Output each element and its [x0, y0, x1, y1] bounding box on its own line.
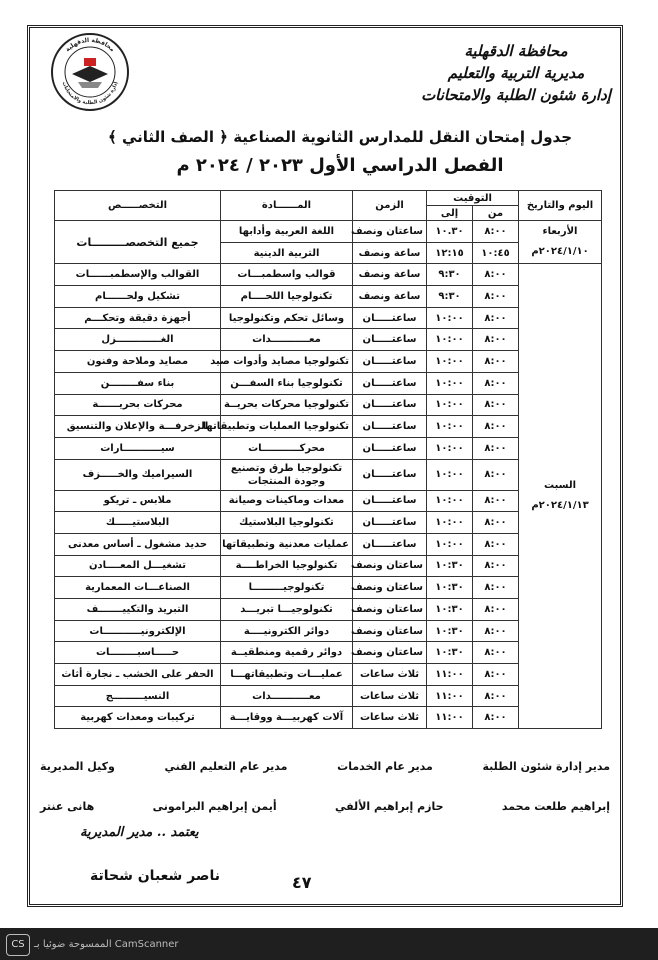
signature-title: مدير إدارة شئون الطلبة — [482, 760, 610, 773]
directorate-logo-icon — [50, 32, 130, 112]
time-to-cell: ١٠:٠٠ — [427, 437, 473, 459]
specialization-cell: الحفر على الخشب ـ نجارة أثاث — [55, 664, 221, 686]
signature-name: هانى عنتر — [40, 800, 95, 813]
signature-name: أيمن إبراهيم البرامونى — [152, 800, 277, 813]
subject-cell: عمليات معدنية وتطبيقاتها — [221, 533, 353, 555]
subject-cell: اللغة العربية وأدابها — [221, 221, 353, 243]
svg-text:إدارة شئون الطلبة والامتحانات: إدارة شئون الطلبة والامتحانات — [60, 81, 120, 107]
duration-cell: ساعتـــــان — [353, 459, 427, 490]
day-name: الأربعاء — [542, 226, 578, 238]
day-cell — [519, 264, 602, 729]
duration-cell: ساعتان ونصف — [353, 620, 427, 642]
header-timing: التوقيت — [427, 191, 519, 206]
signature-names — [40, 800, 610, 813]
duration-cell: ساعتـــــان — [353, 533, 427, 555]
subject-cell: عمليـــات وتطبيقاتهـــا — [221, 664, 353, 686]
duration-cell: ساعتـــــان — [353, 351, 427, 373]
time-to-cell: ٩:٣٠ — [427, 264, 473, 286]
specialization-cell: سيـــــــــــارات — [55, 437, 221, 459]
signature-title: مدير عام التعليم الفني — [164, 760, 288, 773]
duration-cell: ساعتـــــان — [353, 372, 427, 394]
day-date: ٢٠٢٤/١/١٠م — [531, 246, 589, 258]
semester-title: الفصل الدراسي الأول ٢٠٢٣ / ٢٠٢٤ م — [176, 155, 504, 176]
specialization-cell: النسيـــــــــج — [55, 685, 221, 707]
time-from-cell: ٨:٠٠ — [473, 490, 519, 512]
duration-cell: ساعة ونصف — [353, 286, 427, 308]
time-to-cell: ١٠:٠٠ — [427, 372, 473, 394]
duration-cell: ساعتـــــان — [353, 329, 427, 351]
subject-cell: وسائل تحكم وتكنولوجيا — [221, 307, 353, 329]
time-from-cell: ٨:٠٠ — [473, 685, 519, 707]
specialization-cell: مصايد وملاحة وفنون — [55, 351, 221, 373]
subject-cell: تكنولوجيا العمليات وتطبيقاتها — [221, 416, 353, 438]
approval-text: يعتمد .. مدير المديرية — [80, 825, 199, 840]
time-from-cell: ٨:٠٠ — [473, 599, 519, 621]
duration-cell: ساعة ونصف — [353, 264, 427, 286]
time-from-cell: ٨:٠٠ — [473, 577, 519, 599]
duration-cell: ساعتـــــان — [353, 394, 427, 416]
time-from-cell: ٨:٠٠ — [473, 351, 519, 373]
specialization-cell: حديد مشغول ـ أساس معدنى — [55, 533, 221, 555]
time-from-cell: ٨:٠٠ — [473, 533, 519, 555]
time-to-cell: ١٠:٠٠ — [427, 512, 473, 534]
exam-schedule-table — [54, 190, 602, 729]
day-cell — [519, 221, 602, 264]
page-number: ٤٧ — [292, 873, 312, 892]
signature-titles — [40, 760, 610, 773]
subject-cell: التربية الدينية — [221, 242, 353, 264]
specialization-cell: أجهزة دقيقة وتحكـــم — [55, 307, 221, 329]
ministry-line: مديرية التربية والتعليم — [447, 64, 585, 82]
time-from-cell: ٨:٠٠ — [473, 307, 519, 329]
signature-title: وكيل المديرية — [40, 760, 115, 773]
time-to-cell: ١٠:٠٠ — [427, 329, 473, 351]
subject-cell: محركـــــــــــات — [221, 437, 353, 459]
subject-cell: تكنولوجيـــا تبريـــد — [221, 599, 353, 621]
specialization-cell: الزخرفـــة والإعلان والتنسيق — [55, 416, 221, 438]
director-name: ناصر شعبان شحاتة — [90, 868, 220, 884]
specialization-cell: التبريد والتكييـــــــف — [55, 599, 221, 621]
time-to-cell: ١٠:٠٠ — [427, 307, 473, 329]
time-to-cell: ١١:٠٠ — [427, 707, 473, 729]
time-to-cell: ١٠:٠٠ — [427, 459, 473, 490]
subject-cell: آلات كهربيـــة ووقايـــة — [221, 707, 353, 729]
duration-cell: ساعتان ونصف — [353, 555, 427, 577]
duration-cell: ثلاث ساعات — [353, 685, 427, 707]
time-to-cell: ١١:٠٠ — [427, 664, 473, 686]
time-to-cell: ١٠:٠٠ — [427, 533, 473, 555]
duration-cell: ساعتـــــان — [353, 416, 427, 438]
header-specialization: التخصـــــص — [55, 191, 221, 221]
signature-name: إبراهيم طلعت محمد — [501, 800, 610, 813]
subject-cell: معـــــــــــدات — [221, 685, 353, 707]
day-date: ٢٠٢٤/١/١٣م — [531, 500, 589, 512]
time-to-cell: ١٢:١٥ — [427, 242, 473, 264]
time-to-cell: ١٠.٣٠ — [427, 221, 473, 243]
table-row — [55, 264, 602, 286]
specialization-cell: بناء سفــــــــن — [55, 372, 221, 394]
time-from-cell: ٨:٠٠ — [473, 329, 519, 351]
subject-cell: تكنولوجيا محركات بحريــة — [221, 394, 353, 416]
subject-cell: تكنولوجيا اللحــــام — [221, 286, 353, 308]
signature-name: حازم إبراهيم الألفي — [335, 800, 444, 813]
duration-cell: ساعتـــــان — [353, 490, 427, 512]
specialization-cell: تشغيـــل المعــــادن — [55, 555, 221, 577]
time-to-cell: ١٠:٣٠ — [427, 555, 473, 577]
header-day: اليوم والتاريخ — [519, 191, 602, 221]
duration-cell: ساعتان ونصف — [353, 577, 427, 599]
time-from-cell: ٨:٠٠ — [473, 512, 519, 534]
specialization-cell: حـــــاسبــــــــات — [55, 642, 221, 664]
signature-title: مدير عام الخدمات — [337, 760, 433, 773]
duration-cell: ساعتان ونصف — [353, 221, 427, 243]
time-to-cell: ١٠:٠٠ — [427, 490, 473, 512]
specialization-cell: الإلكترونيـــــــــــات — [55, 620, 221, 642]
time-to-cell: ١١:٠٠ — [427, 685, 473, 707]
time-to-cell: ١٠:٣٠ — [427, 577, 473, 599]
scanner-footer — [0, 928, 658, 960]
specialization-cell: تركيبات ومعدات كهربية — [55, 707, 221, 729]
ministry-line: إدارة شئون الطلبة والامتحانات — [421, 86, 611, 104]
ministry-line: محافظة الدقهلية — [464, 42, 568, 60]
duration-cell: ساعتان ونصف — [353, 599, 427, 621]
time-from-cell: ٨:٠٠ — [473, 707, 519, 729]
subject-cell: معدات وماكينات وصيانة — [221, 490, 353, 512]
camscanner-icon: CS — [6, 934, 30, 956]
subject-cell: معـــــــــــدات — [221, 329, 353, 351]
header-to: إلى — [427, 206, 473, 221]
time-to-cell: ١٠:٣٠ — [427, 620, 473, 642]
subject-cell: قوالب واسطمبـــات — [221, 264, 353, 286]
duration-cell: ساعتان ونصف — [353, 642, 427, 664]
time-from-cell: ٨:٠٠ — [473, 620, 519, 642]
time-from-cell: ٨:٠٠ — [473, 372, 519, 394]
time-to-cell: ١٠:٠٠ — [427, 416, 473, 438]
time-from-cell: ١٠:٤٥ — [473, 242, 519, 264]
time-from-cell: ٨:٠٠ — [473, 664, 519, 686]
time-to-cell: ١٠:٠٠ — [427, 351, 473, 373]
subject-cell: تكنولوجيا الخراطــــة — [221, 555, 353, 577]
duration-cell: ثلاث ساعات — [353, 707, 427, 729]
subject-cell: تكنولوجيا طرق وتصنيع وجودة المنتجات — [221, 459, 353, 490]
header-from: من — [473, 206, 519, 221]
time-from-cell: ٨:٠٠ — [473, 437, 519, 459]
specialization-cell: جميع التخصصـــــــــات — [55, 221, 221, 264]
time-from-cell: ٨:٠٠ — [473, 416, 519, 438]
specialization-cell: البلاستيـــــك — [55, 512, 221, 534]
duration-cell: ثلاث ساعات — [353, 664, 427, 686]
duration-cell: ساعتـــــان — [353, 307, 427, 329]
schedule-title: جدول إمتحان النقل للمدارس الثانوية الصناعية ﴿ الصف الثاني ﴾ — [107, 128, 573, 146]
time-from-cell: ٨:٠٠ — [473, 394, 519, 416]
time-to-cell: ١٠:٣٠ — [427, 642, 473, 664]
duration-cell: ساعتـــــان — [353, 437, 427, 459]
subject-cell: تكنولوجيا مصايد وأدوات صيد — [221, 351, 353, 373]
duration-cell: ساعة ونصف — [353, 242, 427, 264]
subject-cell: دوائر الكترونيــــة — [221, 620, 353, 642]
header-subject: المــــــادة — [221, 191, 353, 221]
time-from-cell: ٨:٠٠ — [473, 286, 519, 308]
specialization-cell: ملابس ـ تريكو — [55, 490, 221, 512]
time-from-cell: ٨:٠٠ — [473, 264, 519, 286]
subject-cell: تكنولوجيـــــــــا — [221, 577, 353, 599]
header-duration: الزمن — [353, 191, 427, 221]
time-to-cell: ٩:٣٠ — [427, 286, 473, 308]
specialization-cell: السيراميك والخـــــزف — [55, 459, 221, 490]
time-to-cell: ١٠:٣٠ — [427, 599, 473, 621]
time-to-cell: ١٠:٠٠ — [427, 394, 473, 416]
time-from-cell: ٨:٠٠ — [473, 555, 519, 577]
specialization-cell: الغـــــــــــــزل — [55, 329, 221, 351]
subject-cell: تكنولوجيا بناء السفـــن — [221, 372, 353, 394]
svg-text:محافظة الدقهلية: محافظة الدقهلية — [64, 36, 116, 54]
specialization-cell: تشكيل ولحــــــام — [55, 286, 221, 308]
table-row — [55, 221, 602, 243]
ministry-heading — [416, 40, 616, 106]
camscanner-label: الممسوحة ضوئيا بـ CamScanner — [34, 939, 179, 950]
specialization-cell: محركات بحريــــــة — [55, 394, 221, 416]
time-from-cell: ٨:٠٠ — [473, 642, 519, 664]
subject-cell: دوائر رقمية ومنطقيــة — [221, 642, 353, 664]
specialization-cell: القوالب والإسطمبــــــات — [55, 264, 221, 286]
duration-cell: ساعتـــــان — [353, 512, 427, 534]
specialization-cell: الصناعـــات المعمارية — [55, 577, 221, 599]
time-from-cell: ٨:٠٠ — [473, 221, 519, 243]
day-name: السبت — [543, 480, 577, 492]
time-from-cell: ٨:٠٠ — [473, 459, 519, 490]
subject-cell: تكنولوجيا البلاستيك — [221, 512, 353, 534]
